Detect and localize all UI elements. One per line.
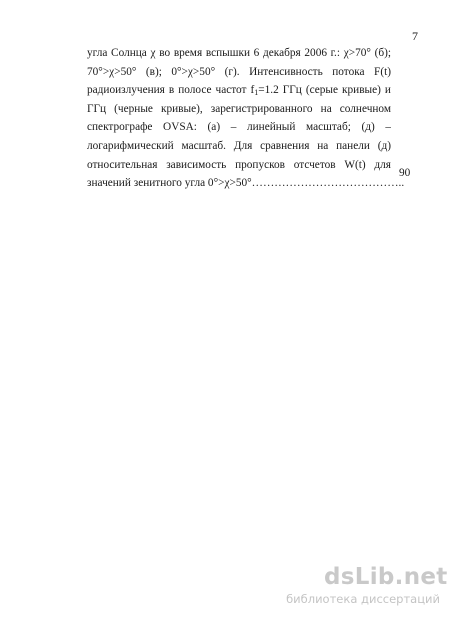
text-line-6: логарифмический масштаб. Для сравнения на панели (д)	[87, 139, 391, 152]
toc-page-reference: 90	[399, 167, 411, 179]
page-number: 7	[412, 29, 418, 43]
text-line-2: 70°>χ>50° (в); 0°>χ>50° (г). Интенсивность потока F(t)	[87, 65, 391, 78]
text-line-3-part-a: радиоизлучения в полосе частот f	[87, 84, 255, 97]
text-line-3	[87, 81, 391, 100]
watermark-logo: dsLib.net	[324, 564, 448, 590]
watermark-caption: библиотека диссертаций	[286, 592, 440, 606]
text-line-3-part-b: =1.2 ГГц (серые кривые) и	[258, 84, 391, 97]
text-line-7: относительная зависимость пропусков отсчетов W(t) для	[87, 158, 391, 171]
subscript-1: 1	[254, 88, 259, 98]
text-line-5: спектрографе OVSA: (а) – линейный масштаб; (д) –	[87, 121, 391, 134]
text-line-8: значений зенитного угла 0°>χ>50°…………………………………..	[87, 177, 405, 190]
text-line-1: угла Солнца χ во время вспышки 6 декабря 2006 г.: χ>70° (б);	[87, 47, 391, 59]
text-line-4: ГГц (черные кривые), зарегистрированного на солнечном	[87, 102, 391, 115]
